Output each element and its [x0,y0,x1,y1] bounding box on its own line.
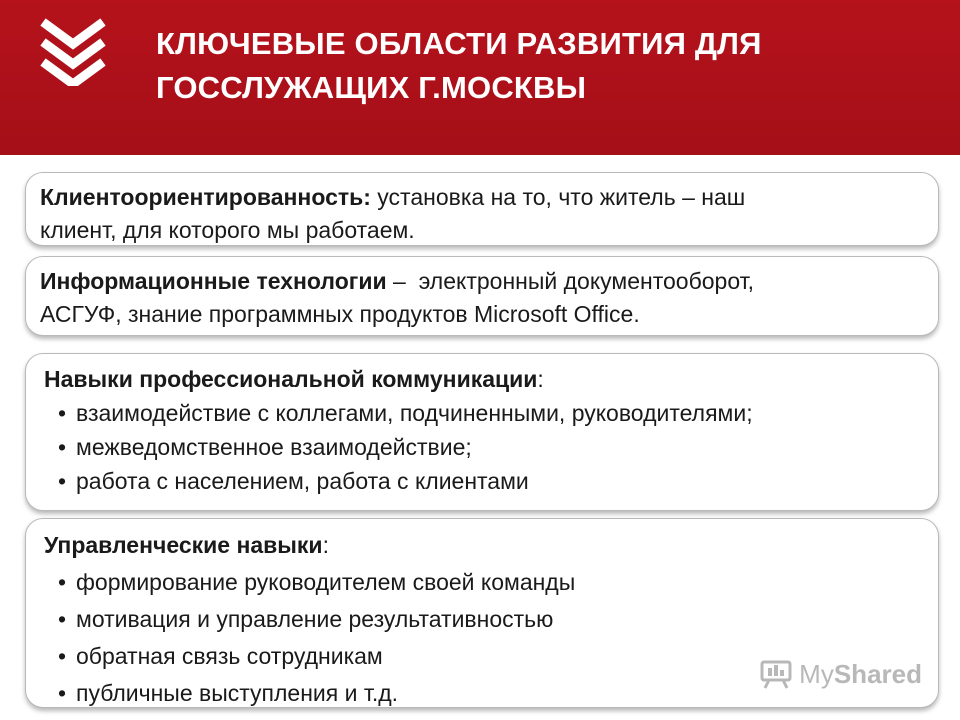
card-text: клиент, для которого мы работаем. [40,217,415,243]
page-title [156,22,936,110]
list-item: • работа с населением, работа с клиентами [58,464,920,498]
card-client-orientation [25,172,939,246]
bullet-list [44,396,920,498]
card-term: Навыки профессиональной коммуникации [44,366,538,392]
card-text: – электронный документооборот, [386,268,754,294]
list-item: • взаимодействие с коллегами, подчиненными, руководителями; [58,396,920,430]
list-item: • межведомственное взаимодействие; [58,430,920,464]
card-term: Управленческие навыки [44,532,323,558]
card-suffix: : [322,532,329,558]
list-item: • публичные выступления и т.д. [58,675,920,712]
presentation-board-icon [759,659,793,689]
card-text: установка на то, что житель – наш [370,184,746,210]
list-item: • обратная связь сотрудникам [58,638,920,675]
card-text: АСГУФ, знание программных продуктов Microsoft Office. [40,301,640,327]
watermark-logo [759,658,922,690]
watermark-text-my: My [799,658,834,689]
card-term: Информационные технологии [40,268,387,294]
card-communication-skills [25,353,939,511]
card-term: Клиентоориентированность: [40,184,371,210]
chevrons-down-icon [38,16,108,86]
watermark-text-shared: Shared [833,658,922,689]
page-title-line2: ГОССЛУЖАЩИХ Г.МОСКВЫ [156,70,587,105]
page-title-line1: КЛЮЧЕВЫЕ ОБЛАСТИ РАЗВИТИЯ ДЛЯ [156,26,762,61]
list-item: • мотивация и управление результативностью [58,601,920,638]
card-information-technology [25,256,939,336]
list-item: • формирование руководителем своей команды [58,564,920,601]
card-suffix: : [537,366,544,392]
header-banner [0,0,960,155]
